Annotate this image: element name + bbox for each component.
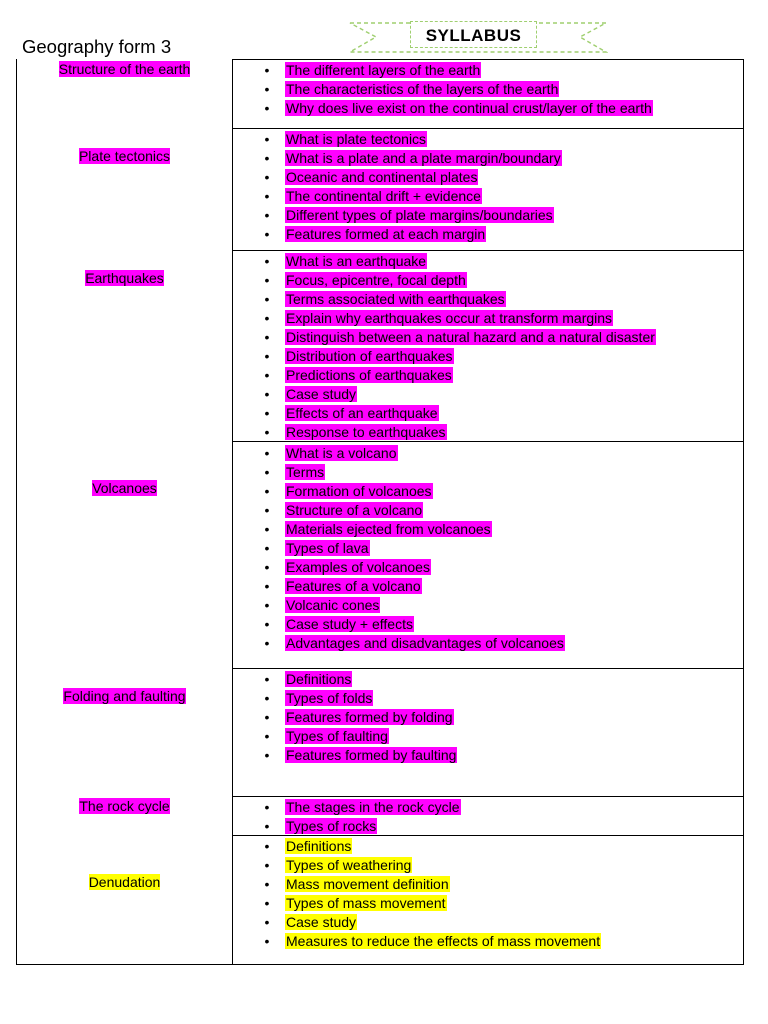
list-item-text: Definitions xyxy=(286,838,352,854)
list-item xyxy=(233,149,562,168)
bullet-icon: • xyxy=(264,597,270,613)
list-item xyxy=(233,670,457,689)
list-item xyxy=(233,596,565,615)
bullet-icon: • xyxy=(264,291,270,307)
list-item-text: Definitions xyxy=(286,671,352,687)
list-item xyxy=(233,520,565,539)
bullet-icon: • xyxy=(264,818,270,834)
items-cell xyxy=(232,59,744,129)
list-item xyxy=(233,366,656,385)
item-list xyxy=(233,444,565,653)
bullet-icon: • xyxy=(264,464,270,480)
list-item-text: Materials ejected from volcanoes xyxy=(286,521,491,537)
list-item-text: Features formed at each margin xyxy=(286,226,486,242)
list-item-text: Case study + effects xyxy=(286,616,413,632)
list-item-text: Case study xyxy=(286,386,357,402)
list-item-text: Types of folds xyxy=(286,690,373,706)
item-list xyxy=(233,670,457,765)
list-item xyxy=(233,385,656,404)
list-item xyxy=(233,727,457,746)
list-item xyxy=(233,290,656,309)
bullet-icon: • xyxy=(264,838,270,854)
list-item-text: Advantages and disadvantages of volcanoes xyxy=(286,635,564,651)
list-item xyxy=(233,539,565,558)
bullet-icon: • xyxy=(264,559,270,575)
item-list xyxy=(233,252,656,442)
topic-label xyxy=(16,60,233,78)
list-item xyxy=(233,501,565,520)
list-item-text: Different types of plate margins/boundaries xyxy=(286,207,553,223)
list-item-text: Mass movement definition xyxy=(286,876,449,892)
topic-text: Structure of the earth xyxy=(58,61,191,77)
bullet-icon: • xyxy=(264,799,270,815)
list-item-text: Distribution of earthquakes xyxy=(286,348,453,364)
bullet-icon: • xyxy=(264,690,270,706)
list-item-text: Volcanic cones xyxy=(286,597,380,613)
list-item-text: What is a volcano xyxy=(286,445,397,461)
topic-label xyxy=(16,797,233,815)
list-item-text: Terms associated with earthquakes xyxy=(286,291,505,307)
list-item xyxy=(233,463,565,482)
topic-label xyxy=(16,479,233,497)
bullet-icon: • xyxy=(264,169,270,185)
list-item xyxy=(233,168,562,187)
list-item xyxy=(233,558,565,577)
bullet-icon: • xyxy=(264,310,270,326)
list-item-text: Focus, epicentre, focal depth xyxy=(286,272,466,288)
items-cell xyxy=(232,128,744,251)
list-item xyxy=(233,328,656,347)
topic-cell xyxy=(16,836,233,964)
list-item-text: What is plate tectonics xyxy=(286,131,427,147)
list-item xyxy=(233,404,656,423)
topic-label xyxy=(16,687,233,705)
list-item-text: Effects of an earthquake xyxy=(286,405,438,421)
bullet-icon: • xyxy=(264,62,270,78)
list-item xyxy=(233,271,656,290)
bullet-icon: • xyxy=(264,207,270,223)
list-item-text: Features of a volcano xyxy=(286,578,421,594)
list-item xyxy=(233,746,457,765)
topic-label xyxy=(16,147,233,165)
list-item xyxy=(233,130,562,149)
bullet-icon: • xyxy=(264,521,270,537)
list-item xyxy=(233,798,461,817)
list-item-text: Examples of volcanoes xyxy=(286,559,430,575)
topic-label xyxy=(16,873,233,891)
topic-text: The rock cycle xyxy=(79,798,170,814)
topic-text: Plate tectonics xyxy=(78,148,171,164)
bullet-icon: • xyxy=(264,386,270,402)
list-item-text: Types of mass movement xyxy=(286,895,446,911)
list-item xyxy=(233,187,562,206)
bullet-icon: • xyxy=(264,100,270,116)
bullet-icon: • xyxy=(264,876,270,892)
topic-label xyxy=(16,269,233,287)
topic-text: Folding and faulting xyxy=(63,688,186,704)
bullet-icon: • xyxy=(264,329,270,345)
bullet-icon: • xyxy=(264,728,270,744)
list-item xyxy=(233,61,653,80)
bullet-icon: • xyxy=(264,131,270,147)
bullet-icon: • xyxy=(264,483,270,499)
bullet-icon: • xyxy=(264,635,270,651)
bullet-icon: • xyxy=(264,424,270,440)
bullet-icon: • xyxy=(264,405,270,421)
bullet-icon: • xyxy=(264,367,270,383)
bullet-icon: • xyxy=(264,226,270,242)
item-list xyxy=(233,837,601,951)
list-item-text: Features formed by faulting xyxy=(286,747,457,763)
bullet-icon: • xyxy=(264,914,270,930)
bullet-icon: • xyxy=(264,540,270,556)
list-item xyxy=(233,99,653,118)
list-item xyxy=(233,482,565,501)
list-item-text: The stages in the rock cycle xyxy=(286,799,460,815)
list-item-text: Explain why earthquakes occur at transform margins xyxy=(286,310,613,326)
bullet-icon: • xyxy=(264,578,270,594)
list-item xyxy=(233,817,461,836)
list-item xyxy=(233,309,656,328)
list-item xyxy=(233,423,656,442)
table-bottom-border xyxy=(16,964,233,965)
list-item xyxy=(233,689,457,708)
list-item-text: The continental drift + evidence xyxy=(286,188,481,204)
bullet-icon: • xyxy=(264,747,270,763)
list-item-text: Types of lava xyxy=(286,540,369,556)
bullet-icon: • xyxy=(264,709,270,725)
topic-text: Earthquakes xyxy=(85,270,164,286)
bullet-icon: • xyxy=(264,445,270,461)
list-item xyxy=(233,444,565,463)
list-item-text: Oceanic and continental plates xyxy=(286,169,478,185)
list-item xyxy=(233,615,565,634)
list-item xyxy=(233,577,565,596)
list-item xyxy=(233,837,601,856)
bullet-icon: • xyxy=(264,150,270,166)
list-item xyxy=(233,80,653,99)
items-cell xyxy=(232,796,744,836)
document-title: Geography form 3 xyxy=(22,36,172,57)
list-item xyxy=(233,347,656,366)
list-item-text: Distinguish between a natural hazard and a natural disaster xyxy=(286,329,655,345)
list-item-text: What is a plate and a plate margin/boundary xyxy=(286,150,561,166)
list-item xyxy=(233,894,601,913)
bullet-icon: • xyxy=(264,857,270,873)
bullet-icon: • xyxy=(264,81,270,97)
list-item-text: Types of weathering xyxy=(286,857,412,873)
list-item-text: Predictions of earthquakes xyxy=(286,367,452,383)
list-item-text: Types of rocks xyxy=(286,818,377,834)
topic-text: Denudation xyxy=(88,874,161,890)
list-item xyxy=(233,913,601,932)
list-item-text: Response to earthquakes xyxy=(286,424,446,440)
list-item-text: Structure of a volcano xyxy=(286,502,423,518)
list-item-text: The different layers of the earth xyxy=(286,62,481,78)
item-list xyxy=(233,798,461,836)
items-cell xyxy=(232,441,744,669)
bullet-icon: • xyxy=(264,616,270,632)
list-item xyxy=(233,932,601,951)
item-list xyxy=(233,61,653,118)
list-item-text: Measures to reduce the effects of mass movement xyxy=(286,933,601,949)
list-item xyxy=(233,206,562,225)
list-item-text: Features formed by folding xyxy=(286,709,453,725)
list-item xyxy=(233,708,457,727)
items-cell xyxy=(232,668,744,797)
list-item-text: Types of faulting xyxy=(286,728,388,744)
items-cell xyxy=(232,835,744,965)
list-item-text: The characteristics of the layers of the earth xyxy=(286,81,559,97)
list-item-text: Case study xyxy=(286,914,357,930)
list-item-text: Formation of volcanoes xyxy=(286,483,432,499)
bullet-icon: • xyxy=(264,188,270,204)
bullet-icon: • xyxy=(264,671,270,687)
list-item-text: Why does live exist on the continual crust/layer of the earth xyxy=(286,100,652,116)
item-list xyxy=(233,130,562,244)
topic-cell xyxy=(16,442,233,669)
banner-title: SYLLABUS xyxy=(425,26,522,45)
bullet-icon: • xyxy=(264,253,270,269)
topic-text: Volcanoes xyxy=(92,480,157,496)
list-item-text: What is an earthquake xyxy=(286,253,427,269)
list-item xyxy=(233,252,656,271)
list-item-text: Terms xyxy=(286,464,325,480)
list-item xyxy=(233,225,562,244)
list-item xyxy=(233,856,601,875)
items-cell xyxy=(232,250,744,442)
bullet-icon: • xyxy=(264,272,270,288)
bullet-icon: • xyxy=(264,502,270,518)
bullet-icon: • xyxy=(264,895,270,911)
list-item xyxy=(233,634,565,653)
list-item xyxy=(233,875,601,894)
bullet-icon: • xyxy=(264,933,270,949)
bullet-icon: • xyxy=(264,348,270,364)
